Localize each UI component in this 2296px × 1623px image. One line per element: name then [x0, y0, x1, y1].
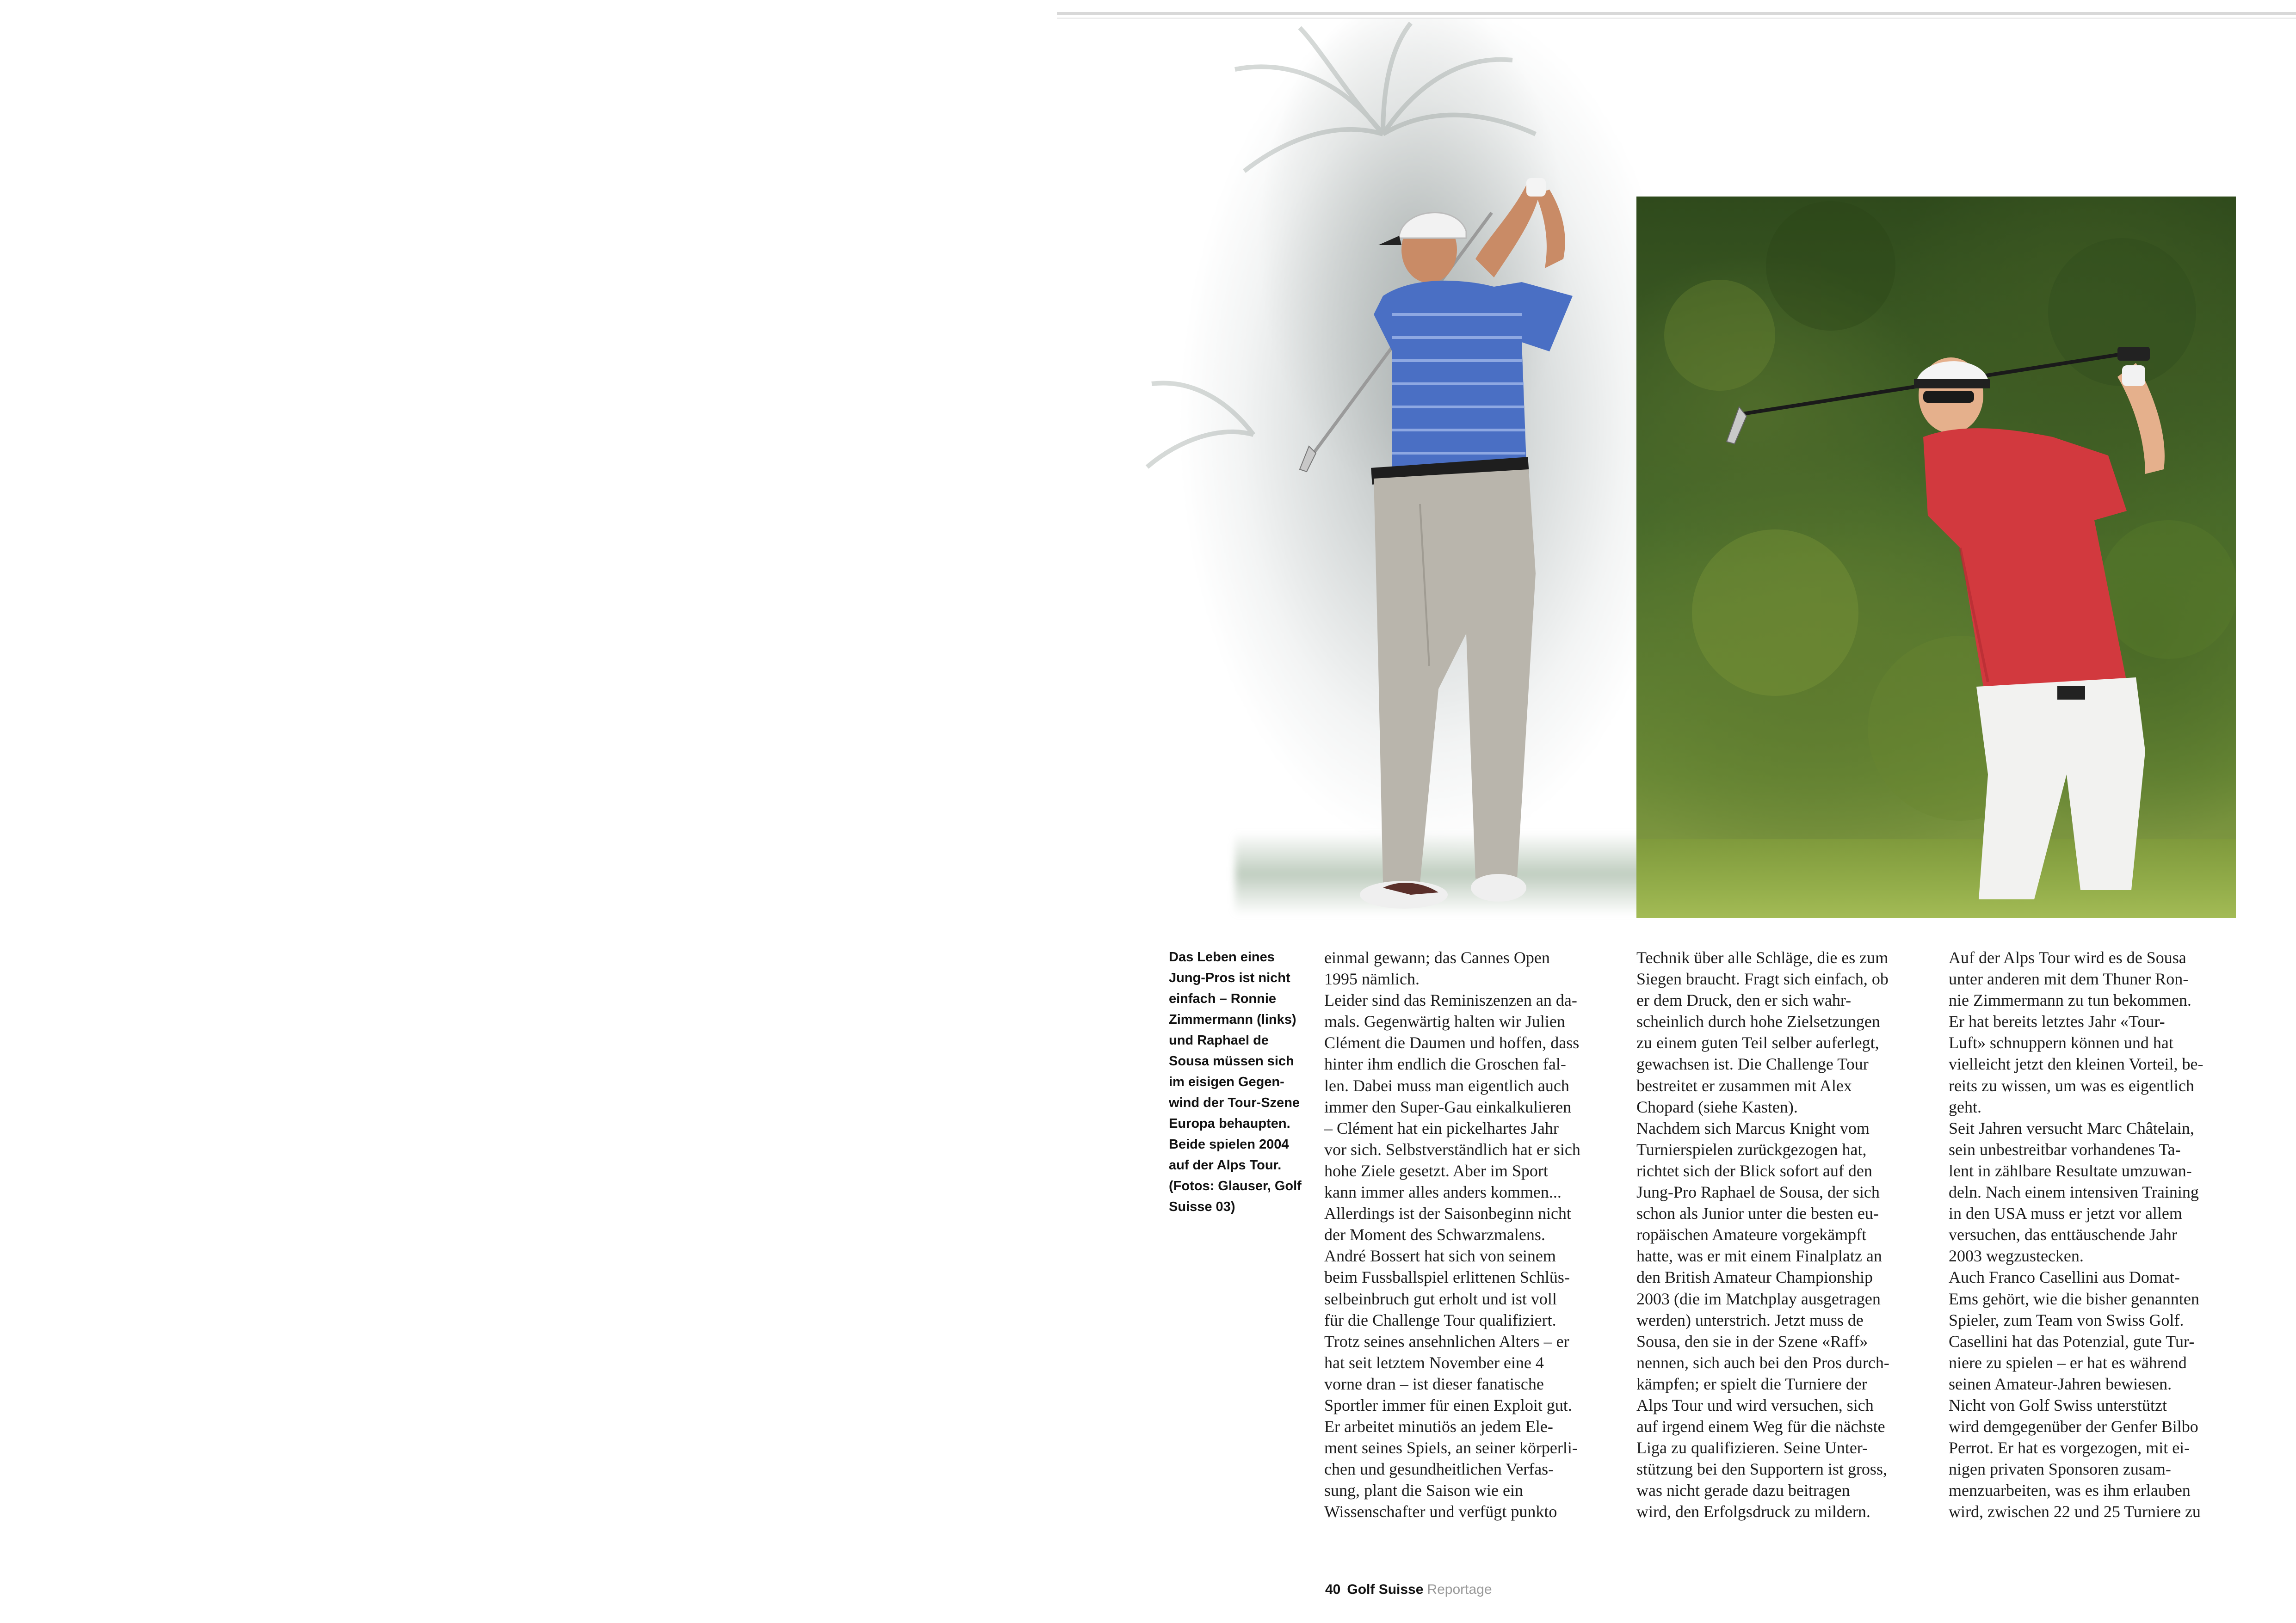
article-line: Sousa, den sie in der Szene «Raff» — [1636, 1332, 1868, 1351]
article-line: Perrot. Er hat es vorgezogen, mit ei- — [1949, 1439, 2190, 1457]
article-line: Allerdings ist der Saisonbeginn nicht — [1324, 1204, 1571, 1223]
article-line: len. Dabei muss man eigentlich auch — [1324, 1076, 1569, 1095]
article-line: Jung-Pro Raphael de Sousa, der sich — [1636, 1183, 1880, 1202]
caption-line: einfach – Ronnie — [1169, 991, 1277, 1006]
left-blank-page — [0, 0, 1055, 1623]
caption-line: Das Leben eines — [1169, 950, 1275, 965]
article-line: zu einem guten Teil selber auferlegt, — [1636, 1033, 1879, 1052]
caption-line: und Raphael de — [1169, 1033, 1269, 1048]
article-line: wird, zwischen 22 und 25 Turniere zu — [1949, 1502, 2201, 1521]
article-line: Wissenschafter und verfügt punkto — [1324, 1502, 1557, 1521]
article-line: ropäischen Amateure vorgekämpft — [1636, 1225, 1867, 1244]
caption-line: Europa behaupten. — [1169, 1116, 1290, 1131]
article-line: Sportler immer für einen Exploit gut. — [1324, 1396, 1572, 1414]
article-line: hat seit letztem November eine 4 — [1324, 1353, 1544, 1372]
article-line: versuchen, das enttäuschende Jahr — [1949, 1225, 2177, 1244]
article-line: Er arbeitet minutiös an jedem Ele- — [1324, 1417, 1553, 1436]
article-line: sung, plant die Saison wie ein — [1324, 1481, 1523, 1500]
article-line: hinter ihm endlich die Groschen fal- — [1324, 1055, 1566, 1074]
article-line: Chopard (siehe Kasten). — [1636, 1097, 1798, 1116]
article-line: scheinlich durch hohe Zielsetzungen — [1636, 1012, 1880, 1031]
article-line: chen und gesundheitlichen Verfas- — [1324, 1460, 1554, 1479]
article-line: den British Amateur Championship — [1636, 1268, 1873, 1287]
caption-line: Beide spielen 2004 — [1169, 1137, 1289, 1152]
article-line: reits zu wissen, um was es eigentlich — [1949, 1076, 2194, 1095]
article-line: Nachdem sich Marcus Knight vom — [1636, 1119, 1870, 1137]
article-column-3 — [1949, 947, 2247, 1523]
article-line: 2003 wegzustecken. — [1949, 1247, 2084, 1266]
article-line: 1995 nämlich. — [1324, 970, 1420, 989]
article-line: – Clément hat ein pickelhartes Jahr — [1324, 1119, 1559, 1137]
article-line: gewachsen ist. Die Challenge Tour — [1636, 1055, 1869, 1074]
article-line: deln. Nach einem intensiven Training — [1949, 1183, 2199, 1202]
caption-line: im eisigen Gegen- — [1169, 1075, 1284, 1089]
article-line: mals. Gegenwärtig halten wir Julien — [1324, 1012, 1565, 1031]
article-line: stützung bei den Supportern ist gross, — [1636, 1460, 1887, 1479]
article-line: geht. — [1949, 1097, 1981, 1116]
magazine-name: Golf Suisse — [1347, 1582, 1424, 1597]
section-name: Reportage — [1427, 1582, 1492, 1597]
article-line: werden) unterstrich. Jetzt muss de — [1636, 1310, 1864, 1329]
article-line: menzuarbeiten, was es ihm erlauben — [1949, 1481, 2191, 1500]
article-line: wird demgegenüber der Genfer Bilbo — [1949, 1417, 2198, 1436]
caption-line: Suisse 03) — [1169, 1199, 1235, 1214]
article-line: vorne dran – ist dieser fanatische — [1324, 1374, 1544, 1393]
article-line: unter anderen mit dem Thuner Ron- — [1949, 970, 2189, 989]
article-line: Er hat bereits letztes Jahr «Tour- — [1949, 1012, 2165, 1031]
article-line: hohe Ziele gesetzt. Aber im Sport — [1324, 1161, 1548, 1180]
article-line: kämpfen; er spielt die Turniere der — [1636, 1374, 1867, 1393]
article-line: bestreitet er zusammen mit Alex — [1636, 1076, 1852, 1095]
photo-golfer-de-sousa — [1636, 197, 2236, 918]
article-line: der Moment des Schwarzmalens. — [1324, 1225, 1545, 1244]
photo-caption — [1169, 947, 1308, 1217]
article-line: André Bossert hat sich von seinem — [1324, 1247, 1556, 1266]
article-line: er dem Druck, den er sich wahr- — [1636, 991, 1852, 1010]
article-line: Turnierspielen zurückgezogen hat, — [1636, 1140, 1867, 1159]
article-line: ment seines Spiels, an seiner körperli- — [1324, 1439, 1578, 1457]
article-line: niere zu spielen – er hat es während — [1949, 1353, 2187, 1372]
article-line: 2003 (die im Matchplay ausgetragen — [1636, 1289, 1881, 1308]
article-line: nennen, sich auch bei den Pros durch- — [1636, 1353, 1889, 1372]
article-line: Spieler, zum Team von Swiss Golf. — [1949, 1310, 2184, 1329]
article-line: vor sich. Selbstverständlich hat er sich — [1324, 1140, 1580, 1159]
article-line: nie Zimmermann zu tun bekommen. — [1949, 991, 2191, 1010]
article-line: richtet sich der Blick sofort auf den — [1636, 1161, 1872, 1180]
article-line: hatte, was er mit einem Finalplatz an — [1636, 1247, 1882, 1266]
caption-line: Zimmermann (links) — [1169, 1012, 1296, 1027]
article-line: auf irgend einem Weg für die nächste — [1636, 1417, 1885, 1436]
caption-line: auf der Alps Tour. — [1169, 1158, 1282, 1173]
article-line: Trotz seines ansehnlichen Alters – er — [1324, 1332, 1569, 1351]
article-line: selbeinbruch gut erholt und ist voll — [1324, 1289, 1557, 1308]
article-line: einmal gewann; das Cannes Open — [1324, 948, 1550, 967]
article-line: Leider sind das Reminiszenzen an da- — [1324, 991, 1577, 1010]
article-line: schon als Junior unter die besten eu- — [1636, 1204, 1879, 1223]
article-line: Alps Tour und wird versuchen, sich — [1636, 1396, 1874, 1414]
article-line: Liga zu qualifizieren. Seine Unter- — [1636, 1439, 1868, 1457]
article-line: was nicht gerade dazu beitragen — [1636, 1481, 1850, 1500]
page-folio — [1325, 1580, 1492, 1599]
article-line: Clément die Daumen und hoffen, dass — [1324, 1033, 1580, 1052]
article-line: Technik über alle Schläge, die es zum — [1636, 948, 1889, 967]
article-line: Seit Jahren versucht Marc Châtelain, — [1949, 1119, 2194, 1137]
caption-line: Sousa müssen sich — [1169, 1054, 1294, 1069]
article-column-1 — [1324, 947, 1624, 1523]
article-line: beim Fussballspiel erlittenen Schlüs- — [1324, 1268, 1570, 1287]
top-rule — [1057, 12, 2296, 15]
caption-line: (Fotos: Glauser, Golf — [1169, 1179, 1302, 1193]
page-number: 40 — [1325, 1582, 1341, 1597]
caption-line: wind der Tour-Szene — [1169, 1095, 1300, 1110]
article-line: in den USA muss er jetzt vor allem — [1949, 1204, 2182, 1223]
article-line: immer den Super-Gau einkalkulieren — [1324, 1097, 1572, 1116]
article-line: nigen privaten Sponsoren zusam- — [1949, 1460, 2171, 1479]
article-line: Nicht von Golf Swiss unterstützt — [1949, 1396, 2167, 1414]
article-line: wird, den Erfolgsdruck zu mildern. — [1636, 1502, 1870, 1521]
article-line: für die Challenge Tour qualifiziert. — [1324, 1310, 1556, 1329]
article-column-2 — [1636, 947, 1936, 1523]
article-line: Siegen braucht. Fragt sich einfach, ob — [1636, 970, 1889, 989]
article-line: Auch Franco Casellini aus Domat- — [1949, 1268, 2180, 1287]
caption-line: Jung-Pros ist nicht — [1169, 971, 1290, 985]
article-line: Luft» schnuppern können und hat — [1949, 1033, 2173, 1052]
golfer-left-illustration — [1059, 18, 1702, 920]
photo-golfer-zimmermann — [1059, 18, 1702, 920]
article-line: kann immer alles anders kommen... — [1324, 1183, 1562, 1202]
article-line: lent in zählbare Resultate umzuwan- — [1949, 1161, 2192, 1180]
golfer-right-illustration — [1636, 197, 2236, 918]
article-line: Ems gehört, wie die bisher genannten — [1949, 1289, 2199, 1308]
article-line: vielleicht jetzt den kleinen Vorteil, be- — [1949, 1055, 2203, 1074]
article-line: seinen Amateur-Jahren bewiesen. — [1949, 1374, 2172, 1393]
article-line: Casellini hat das Potenzial, gute Tur- — [1949, 1332, 2195, 1351]
article-line: Auf der Alps Tour wird es de Sousa — [1949, 948, 2186, 967]
article-line: sein unbestreitbar vorhandenes Ta- — [1949, 1140, 2181, 1159]
